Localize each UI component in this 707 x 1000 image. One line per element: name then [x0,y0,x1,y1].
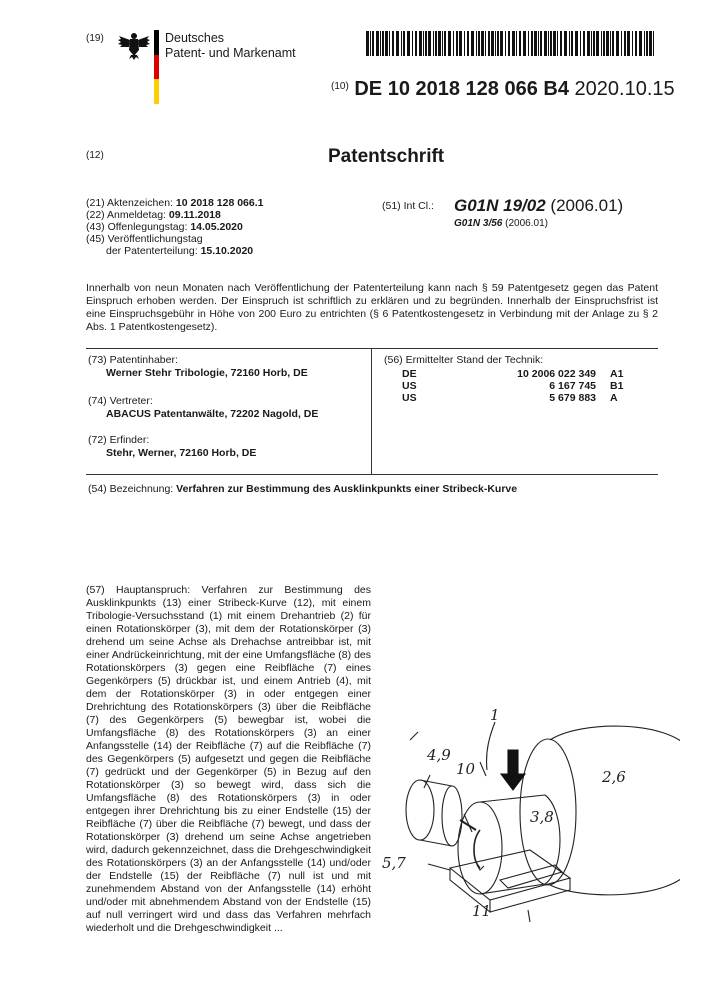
patent-owner-value: Werner Stehr Tribologie, 72160 Horb, DE [106,367,308,379]
office-name [165,31,296,61]
figure-label-1: 1 [490,706,500,724]
figure-label-10: 10 [456,760,476,778]
prior-art [384,354,654,404]
prior-art-label: (56) Ermittelter Stand der Technik: [384,354,544,366]
grant-publication-label: (45) Veröffentlichungstag [86,233,203,245]
prior-art-number: 6 167 745 [549,380,596,392]
figure-label-2-6: 2,6 [602,768,626,786]
inid-code-19: (19) [86,33,104,44]
filing-date-row [86,209,386,221]
ipc-main-class: G01N 19/02 [454,196,546,215]
prior-art-row [402,380,623,392]
opposition-notice: Innerhalb von neun Monaten nach Veröffentlichung der Patenterteilung kann nach § 59 Patentgesetz gegen das Patent Einspruch erhoben werden. Der Einspruch ist schriftlich zu erklären und zu begründen. Innerhalb der Einspruchsfrist ist eine Einspruchsgebühr in Höhe von 200 Euro zu entrichten (§ 6 Patentkostengesetz in Verbindung mit der Anlage zu § 2 Abs. 1 Patentkostengesetz). [86,282,658,333]
bibliographic-data [86,197,386,257]
representative [88,395,318,421]
figure-label-4-9: 4,9 [427,746,451,764]
inid-code-10: (10) [331,81,349,92]
prior-art-kind: A [610,392,618,404]
filing-date: 09.11.2018 [168,209,221,221]
inid-code-12: (12) [86,150,104,161]
laid-open-date: 14.05.2020 [190,221,243,233]
prior-art-row [402,368,623,380]
prior-art-country: US [402,380,417,392]
flag-gold-stripe [154,79,159,104]
publication-number: DE 10 2018 128 066 B4 [354,78,569,100]
laid-open-date-row [86,221,386,233]
table-rule-bottom [86,474,658,475]
inventor [88,434,256,460]
main-claim: (57) Hauptanspruch: Verfahren zur Bestimmung des Ausklinkpunkts (13) einer Stribeck-Kurve (12), mit einem Tribologie-Versuchsstand (1) mit einem Drehantrieb (2) für einen Rotationskörper (3), mit dem der Rotationskörper (3) drehend um seine Achse als Drehachse antreibbar ist, mit einer Andrückeinrichtung, mit der eine Umfangsfläche (8) des Rotationskörpers (3) gegen eine Reibfläche (7) eines Gegenkörpers (5) drückbar ist, und einem Antrieb (4), mit dem der Rotationskörper (3) in oder entgegen einer Drehrichtung des Rotationskörpers (3) über die Reibfläche (7) des Gegenkörpers (5) bewegbar ist, wobei die Umfangsfläche (8) des Rotationskörpers (3) an einer Anfangsstelle (14) der Reibfläche (7) auf die Reibfläche (7) des Gegenkörpers (5) aufgesetzt und gegen die Reibfläche (7) gedrückt und der Gegenkörper (5) in Bezug auf den Rotationskörper (3) so bewegt wird, dass sich die Umfangsfläche (8) des Rotationskörpers (3) in oder entgegen ihrer Drehrichtung bis zu einer Endstelle (15) der Reibfläche (7) über die Reibfläche (7) bewegt, und dass der Rotationskörper (3) drehend um seine Achse angetrieben wird, dadurch gekennzeichnet, dass die Drehgeschwindigkeit des Rotationskörpers (3) an der Anfangsstelle (14) und/oder der Endstelle (15) der Reibfläche (7) null ist und mit zunehmendem Abstand von der Anfangsstelle (14) erhöht und/oder mit abnehmendem Abstand von der Endstelle (15) auf null verringert wird und dass das Verfahren mehrfach wiederholt und die Drehgeschwindigkeit ... [86,584,371,934]
table-rule-top [86,348,658,349]
representative-value: ABACUS Patentanwälte, 72202 Nagold, DE [106,408,319,420]
drive-drum [550,726,680,895]
invention-title [88,483,517,495]
grant-date-row [86,245,386,257]
german-flag-bar [154,30,159,104]
application-number-label: (21) Aktenzeichen: [86,197,173,209]
ipc-label: (51) Int Cl.: [382,200,434,212]
inventor-label: (72) Erfinder: [88,434,150,446]
federal-eagle-icon [117,30,151,60]
prior-art-kind: A1 [610,368,624,380]
prior-art-row [402,392,623,404]
flag-black-stripe [154,30,159,55]
table-rule-divider [371,348,372,474]
grant-publication-row [86,233,386,245]
patent-owner-label: (73) Patentinhaber: [88,354,178,366]
ipc-main [454,196,623,216]
patent-owner [88,354,308,380]
grant-date-label: der Patenterteilung: [106,245,198,257]
press-arrow [501,750,525,790]
publication-number-line [331,78,675,101]
prior-art-table [402,368,623,404]
ipc-secondary-class: G01N 3/56 [454,218,503,229]
application-number: 10 2018 128 066.1 [175,197,264,209]
prior-art-number: 5 679 883 [549,392,596,404]
prior-art-number: 10 2006 022 349 [517,368,596,380]
patent-drawing [380,700,680,930]
flag-red-stripe [154,55,159,80]
ipc-secondary [454,218,548,229]
prior-art-country: DE [402,368,417,380]
figure-label-11: 11 [472,902,492,920]
barcode [366,31,658,56]
grant-date: 15.10.2020 [200,245,254,257]
invention-title-text: Verfahren zur Bestimmung des Ausklinkpunkts einer Stribeck-Kurve [176,483,518,495]
prior-art-country: US [402,392,417,404]
ipc-secondary-year: (2006.01) [505,218,548,229]
invention-title-label: (54) Bezeichnung: [88,483,174,495]
application-number-row [86,197,386,209]
representative-label: (74) Vertreter: [88,395,153,407]
filing-date-label: (22) Anmeldetag: [86,209,166,221]
document-type: Patentschrift [328,146,445,167]
office-name-line1: Deutsches [165,31,225,45]
prior-art-kind: B1 [610,380,624,392]
figure-label-5-7: 5,7 [382,854,406,872]
inventor-value: Stehr, Werner, 72160 Horb, DE [106,447,257,459]
figure-label-3-8: 3,8 [530,808,554,826]
laid-open-date-label: (43) Offenlegungstag: [86,221,188,233]
publication-date: 2020.10.15 [574,78,675,100]
ipc-main-year: (2006.01) [550,196,624,215]
office-name-line2: Patent- und Markenamt [165,46,296,60]
